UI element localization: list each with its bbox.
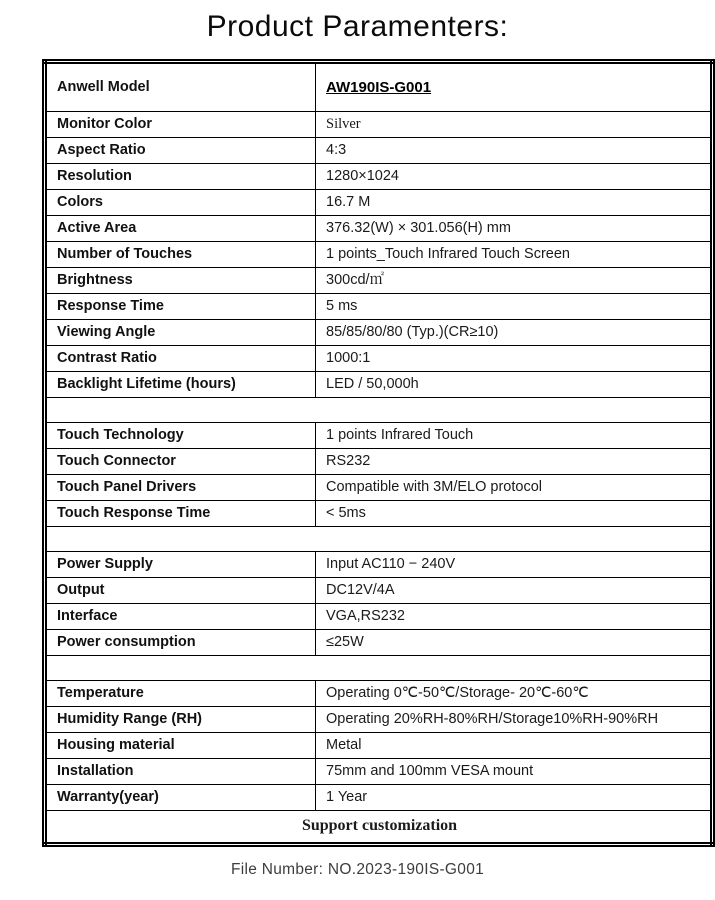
spec-row bbox=[45, 785, 713, 811]
spec-label: Warranty(year) bbox=[45, 785, 316, 811]
spec-value: 1 points Infrared Touch bbox=[316, 423, 713, 449]
spec-label: Monitor Color bbox=[45, 112, 316, 138]
spec-row bbox=[45, 449, 713, 475]
spec-row bbox=[45, 138, 713, 164]
spec-value: VGA,RS232 bbox=[316, 604, 713, 630]
spec-row bbox=[45, 475, 713, 501]
spec-table-body bbox=[45, 62, 713, 845]
spec-label: Backlight Lifetime (hours) bbox=[45, 372, 316, 398]
spec-row bbox=[45, 164, 713, 190]
file-number: File Number: NO.2023-190IS-G001 bbox=[230, 861, 485, 878]
spec-row bbox=[45, 112, 713, 138]
spec-value: AW190IS-G001 bbox=[316, 62, 713, 112]
section-spacer-row bbox=[45, 656, 713, 681]
spec-label: Resolution bbox=[45, 164, 316, 190]
spec-label: Temperature bbox=[45, 681, 316, 707]
spec-label: Humidity Range (RH) bbox=[45, 707, 316, 733]
spec-label: Colors bbox=[45, 190, 316, 216]
spec-row bbox=[45, 604, 713, 630]
spec-value: 4:3 bbox=[316, 138, 713, 164]
spec-value: 16.7 M bbox=[316, 190, 713, 216]
section-spacer-row bbox=[45, 398, 713, 423]
spec-value: 5 ms bbox=[316, 294, 713, 320]
spec-row bbox=[45, 733, 713, 759]
support-customization-row bbox=[45, 811, 713, 845]
spec-label: Touch Panel Drivers bbox=[45, 475, 316, 501]
spec-value: 1 points_Touch Infrared Touch Screen bbox=[316, 242, 713, 268]
spec-label: Housing material bbox=[45, 733, 316, 759]
spec-label: Power consumption bbox=[45, 630, 316, 656]
spec-value: 1 Year bbox=[316, 785, 713, 811]
spec-row bbox=[45, 294, 713, 320]
support-customization-text: Support customization bbox=[45, 811, 713, 845]
spec-label: Touch Response Time bbox=[45, 501, 316, 527]
page-title: Product Paramenters: bbox=[206, 10, 509, 43]
spec-value: 1000:1 bbox=[316, 346, 713, 372]
spec-value: DC12V/4A bbox=[316, 578, 713, 604]
section-spacer-cell bbox=[45, 527, 713, 552]
spec-label: Active Area bbox=[45, 216, 316, 242]
spec-label: Brightness bbox=[45, 268, 316, 294]
section-spacer-cell bbox=[45, 656, 713, 681]
spec-value: 75mm and 100mm VESA mount bbox=[316, 759, 713, 785]
spec-row bbox=[45, 630, 713, 656]
spec-value: Operating 20%RH-80%RH/Storage10%RH-90%RH bbox=[316, 707, 713, 733]
spec-value: Input AC110 − 240V bbox=[316, 552, 713, 578]
spec-label: Interface bbox=[45, 604, 316, 630]
spec-value: < 5ms bbox=[316, 501, 713, 527]
spec-row bbox=[45, 320, 713, 346]
spec-value: RS232 bbox=[316, 449, 713, 475]
spec-value: 85/85/80/80 (Typ.)(CR≥10) bbox=[316, 320, 713, 346]
spec-label: Aspect Ratio bbox=[45, 138, 316, 164]
spec-value: ≤25W bbox=[316, 630, 713, 656]
spec-row bbox=[45, 423, 713, 449]
spec-row bbox=[45, 759, 713, 785]
spec-value: 376.32(W) × 301.056(H) mm bbox=[316, 216, 713, 242]
spec-label: Output bbox=[45, 578, 316, 604]
spec-row bbox=[45, 681, 713, 707]
spec-label: Power Supply bbox=[45, 552, 316, 578]
section-spacer-cell bbox=[45, 398, 713, 423]
spec-row bbox=[45, 190, 713, 216]
spec-row bbox=[45, 216, 713, 242]
spec-value: Metal bbox=[316, 733, 713, 759]
spec-label: Number of Touches bbox=[45, 242, 316, 268]
spec-label: Installation bbox=[45, 759, 316, 785]
spec-row bbox=[45, 346, 713, 372]
spec-value: Compatible with 3M/ELO protocol bbox=[316, 475, 713, 501]
spec-value: Silver bbox=[316, 112, 713, 138]
spec-value: 1280×1024 bbox=[316, 164, 713, 190]
spec-label: Viewing Angle bbox=[45, 320, 316, 346]
spec-value: 300cd/㎡ bbox=[316, 268, 713, 294]
spec-row bbox=[45, 552, 713, 578]
section-spacer-row bbox=[45, 527, 713, 552]
spec-value: LED / 50,000h bbox=[316, 372, 713, 398]
spec-row bbox=[45, 242, 713, 268]
spec-label: Anwell Model bbox=[45, 62, 316, 112]
spec-label: Contrast Ratio bbox=[45, 346, 316, 372]
spec-label: Response Time bbox=[45, 294, 316, 320]
product-spec-table bbox=[42, 59, 715, 847]
spec-row bbox=[45, 578, 713, 604]
spec-row bbox=[45, 372, 713, 398]
spec-row bbox=[45, 62, 713, 112]
spec-row bbox=[45, 268, 713, 294]
spec-label: Touch Connector bbox=[45, 449, 316, 475]
spec-value: Operating 0℃-50℃/Storage- 20℃-60℃ bbox=[316, 681, 713, 707]
spec-row bbox=[45, 501, 713, 527]
spec-row bbox=[45, 707, 713, 733]
spec-label: Touch Technology bbox=[45, 423, 316, 449]
